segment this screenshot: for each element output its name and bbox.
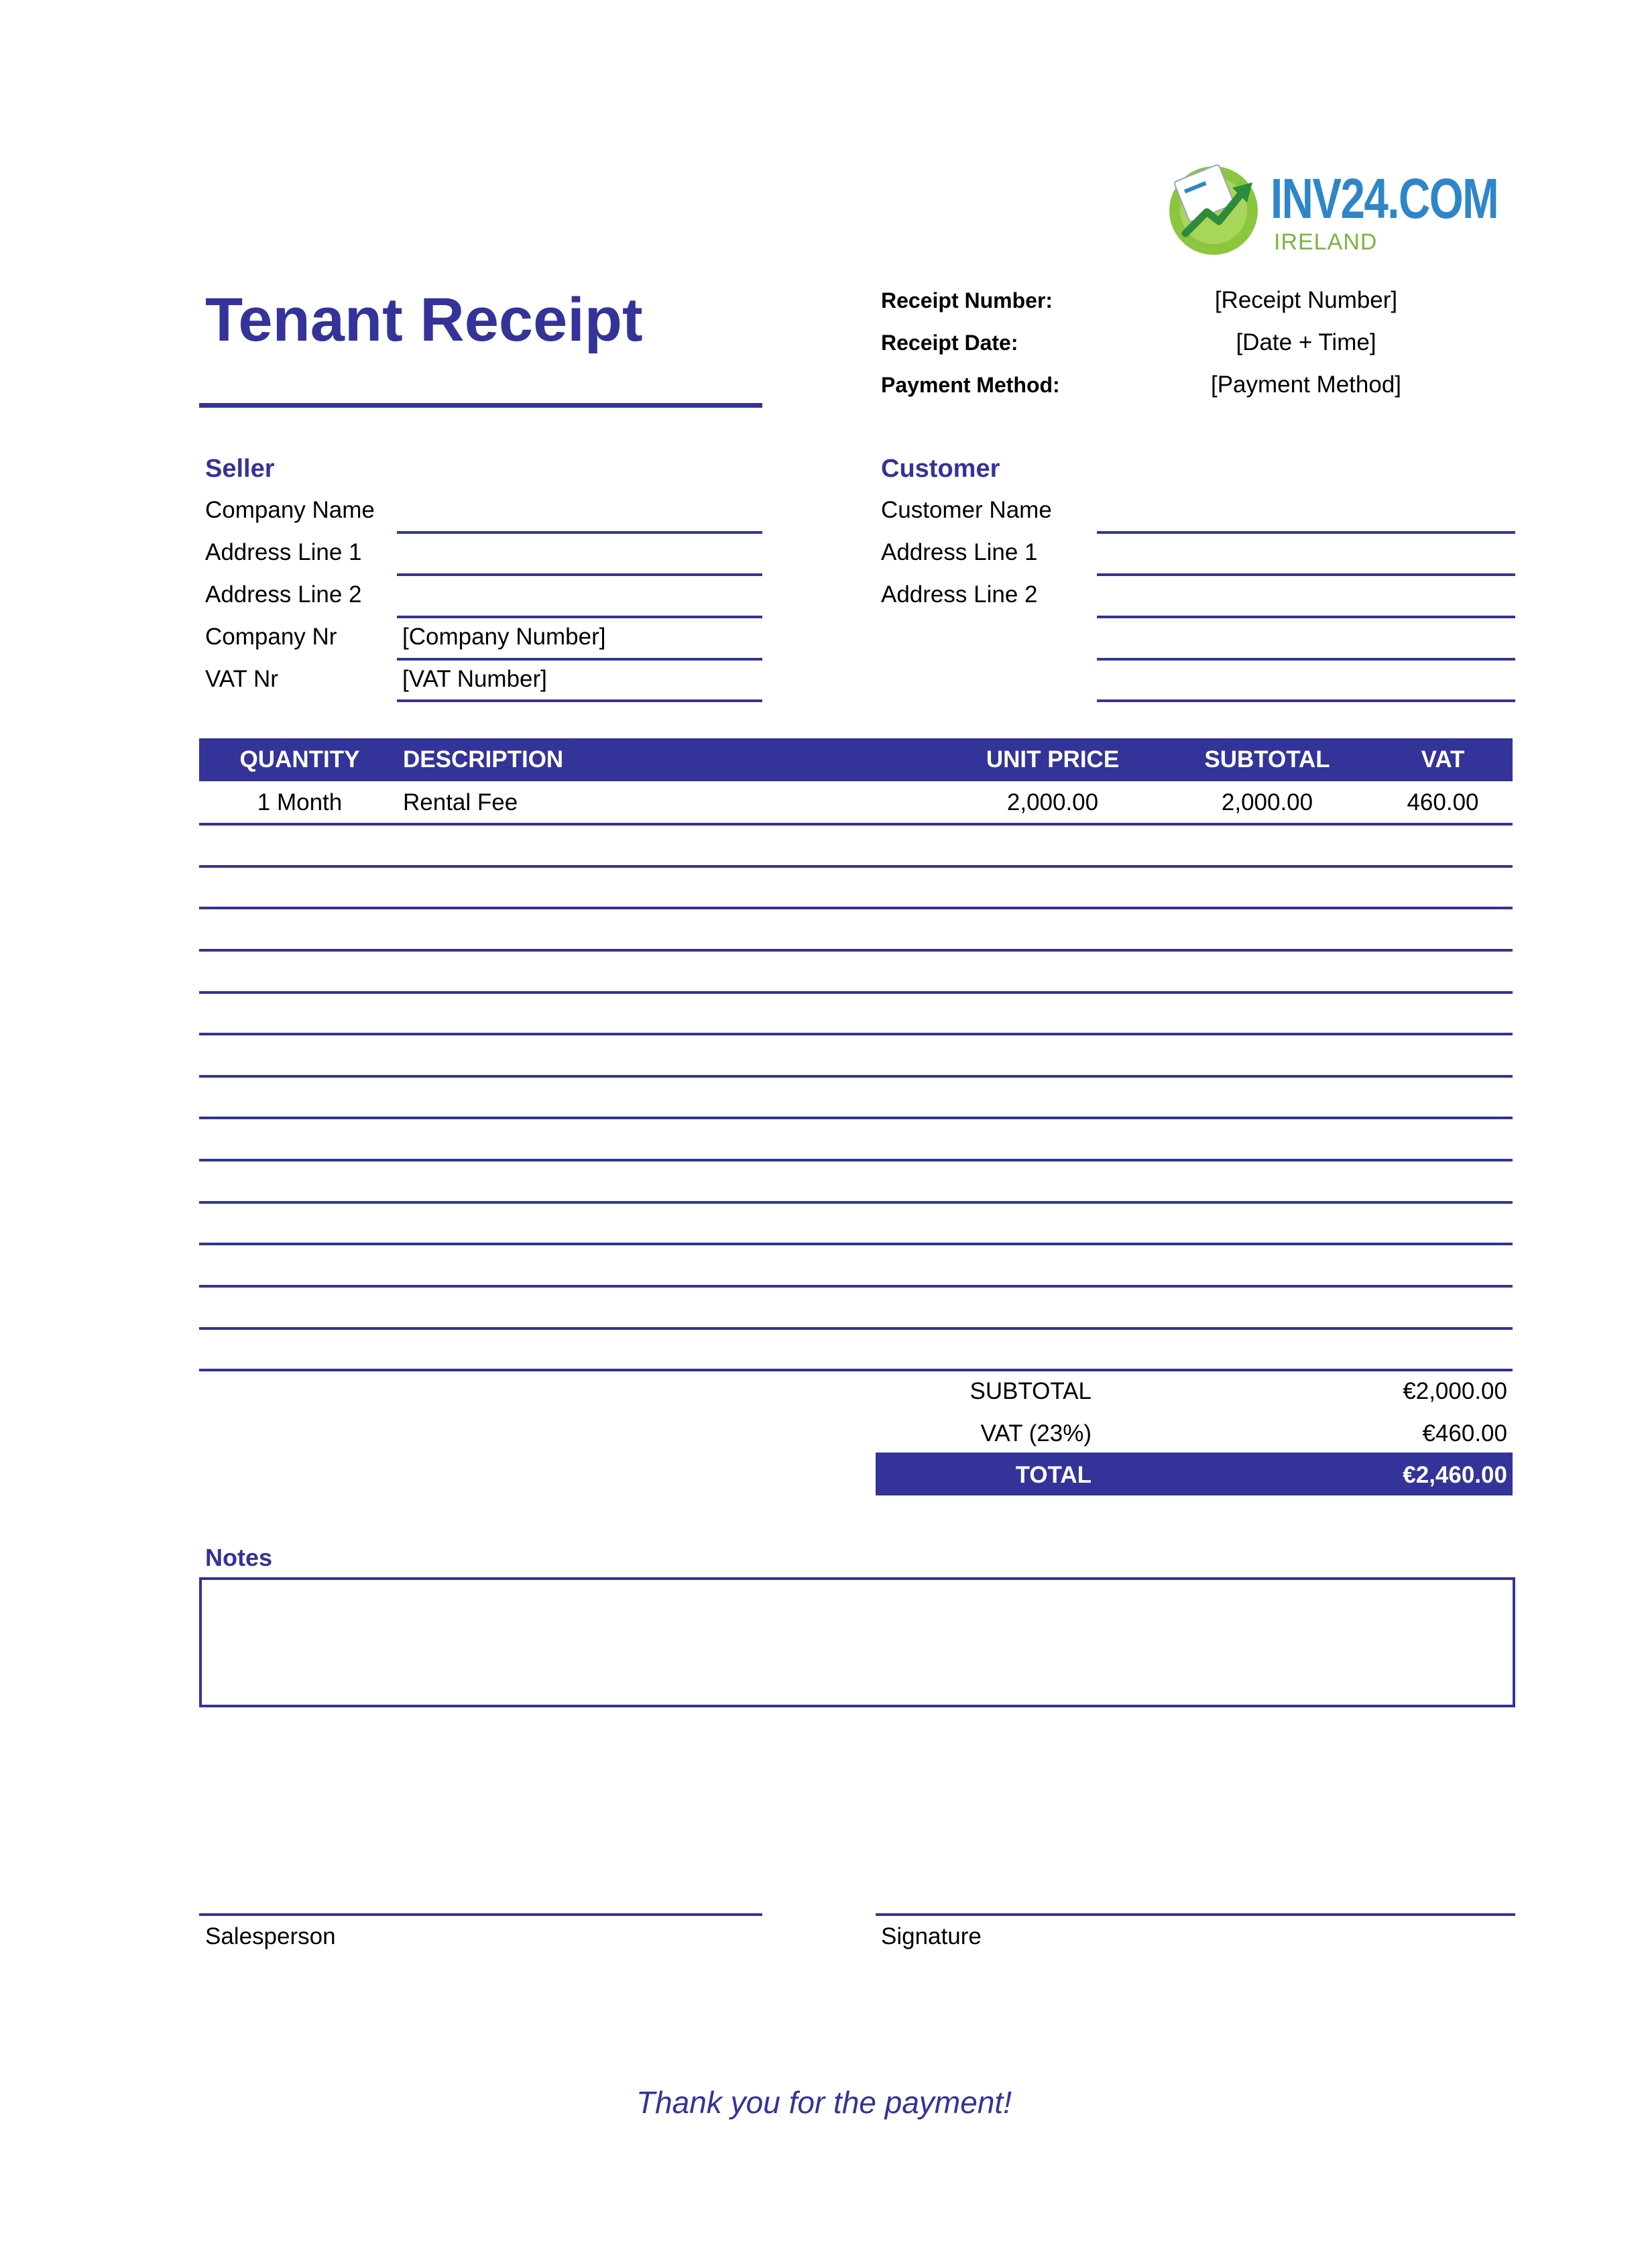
- header-description: DESCRIPTION: [403, 746, 564, 773]
- salesperson-line: [199, 1913, 762, 1916]
- notes-title: Notes: [205, 1544, 273, 1571]
- row-line: [199, 1285, 1513, 1288]
- seller-title: Seller: [205, 455, 275, 483]
- seller-vat-nr-value: [VAT Number]: [402, 666, 547, 692]
- customer-address-2-label: Address Line 2: [881, 581, 1038, 608]
- seller-company-nr-line: [397, 658, 762, 661]
- header-subtotal: SUBTOTAL: [1204, 746, 1330, 773]
- salesperson-label: Salesperson: [205, 1923, 336, 1949]
- seller-company-name-label: Company Name: [205, 497, 375, 523]
- logo-emblem-icon: [1160, 158, 1281, 259]
- seller-company-nr-value: [Company Number]: [402, 624, 606, 650]
- row-line: [199, 1369, 1513, 1371]
- subtotal-label: SUBTOTAL: [969, 1378, 1092, 1404]
- row-line: [199, 991, 1513, 994]
- total-label: TOTAL: [1015, 1462, 1092, 1488]
- seller-address-1-label: Address Line 1: [205, 539, 362, 565]
- customer-address-1-label: Address Line 1: [881, 539, 1038, 565]
- seller-address-2-line: [397, 616, 762, 618]
- signature-line: [876, 1913, 1515, 1916]
- row-line: [199, 1201, 1513, 1204]
- customer-name-label: Customer Name: [881, 497, 1052, 523]
- table-row: [199, 781, 1513, 823]
- seller-company-name-line: [397, 531, 762, 534]
- customer-extra-line-2: [1097, 699, 1515, 702]
- seller-vat-nr-line: [397, 699, 762, 702]
- row-line: [199, 1075, 1513, 1078]
- row-line: [199, 907, 1513, 909]
- brand-region: IRELAND: [1274, 229, 1378, 255]
- brand-name: INV24.COM: [1271, 167, 1498, 230]
- receipt-date-label: Receipt Date:: [881, 331, 1018, 355]
- total-value: €2,460.00: [1403, 1462, 1507, 1488]
- receipt-number-label: Receipt Number:: [881, 288, 1053, 313]
- receipt-date-value: [Date + Time]: [1236, 329, 1376, 355]
- thank-you-message: Thank you for the payment!: [636, 2085, 1012, 2120]
- row-vat: 460.00: [1407, 789, 1479, 815]
- customer-title: Customer: [881, 455, 1000, 483]
- customer-extra-line-1: [1097, 658, 1515, 661]
- row-subtotal: 2,000.00: [1221, 789, 1313, 815]
- signature-label: Signature: [881, 1923, 982, 1949]
- header-vat: VAT: [1421, 746, 1465, 773]
- seller-address-2-label: Address Line 2: [205, 581, 362, 608]
- document-title: Tenant Receipt: [205, 286, 643, 354]
- row-line: [199, 865, 1513, 868]
- vat-total-label: VAT (23%): [980, 1420, 1092, 1447]
- seller-vat-nr-label: VAT Nr: [205, 666, 278, 692]
- customer-address-1-line: [1097, 573, 1515, 576]
- row-quantity: 1 Month: [257, 789, 343, 815]
- customer-address-2-line: [1097, 616, 1515, 618]
- seller-address-1-line: [397, 573, 762, 576]
- row-line: [199, 1159, 1513, 1161]
- row-line: [199, 1327, 1513, 1330]
- header-quantity: QUANTITY: [239, 746, 360, 773]
- receipt-number-value: [Receipt Number]: [1214, 287, 1398, 313]
- header-unit-price: UNIT PRICE: [986, 746, 1120, 773]
- seller-company-nr-label: Company Nr: [205, 624, 337, 650]
- subtotal-value: €2,000.00: [1403, 1378, 1507, 1404]
- payment-method-value: [Payment Method]: [1210, 372, 1402, 398]
- row-line: [199, 1033, 1513, 1035]
- customer-name-line: [1097, 531, 1515, 534]
- notes-content: [202, 1580, 1513, 1599]
- row-unit-price: 2,000.00: [1006, 789, 1099, 815]
- row-description: Rental Fee: [403, 789, 518, 815]
- row-line: [199, 1243, 1513, 1245]
- vat-total-value: €460.00: [1422, 1420, 1507, 1447]
- payment-method-label: Payment Method:: [881, 373, 1060, 397]
- row-line: [199, 823, 1513, 826]
- items-table-header: [199, 738, 1513, 781]
- title-underline: [199, 403, 762, 408]
- row-line: [199, 949, 1513, 952]
- notes-box[interactable]: [199, 1577, 1515, 1707]
- row-line: [199, 1117, 1513, 1119]
